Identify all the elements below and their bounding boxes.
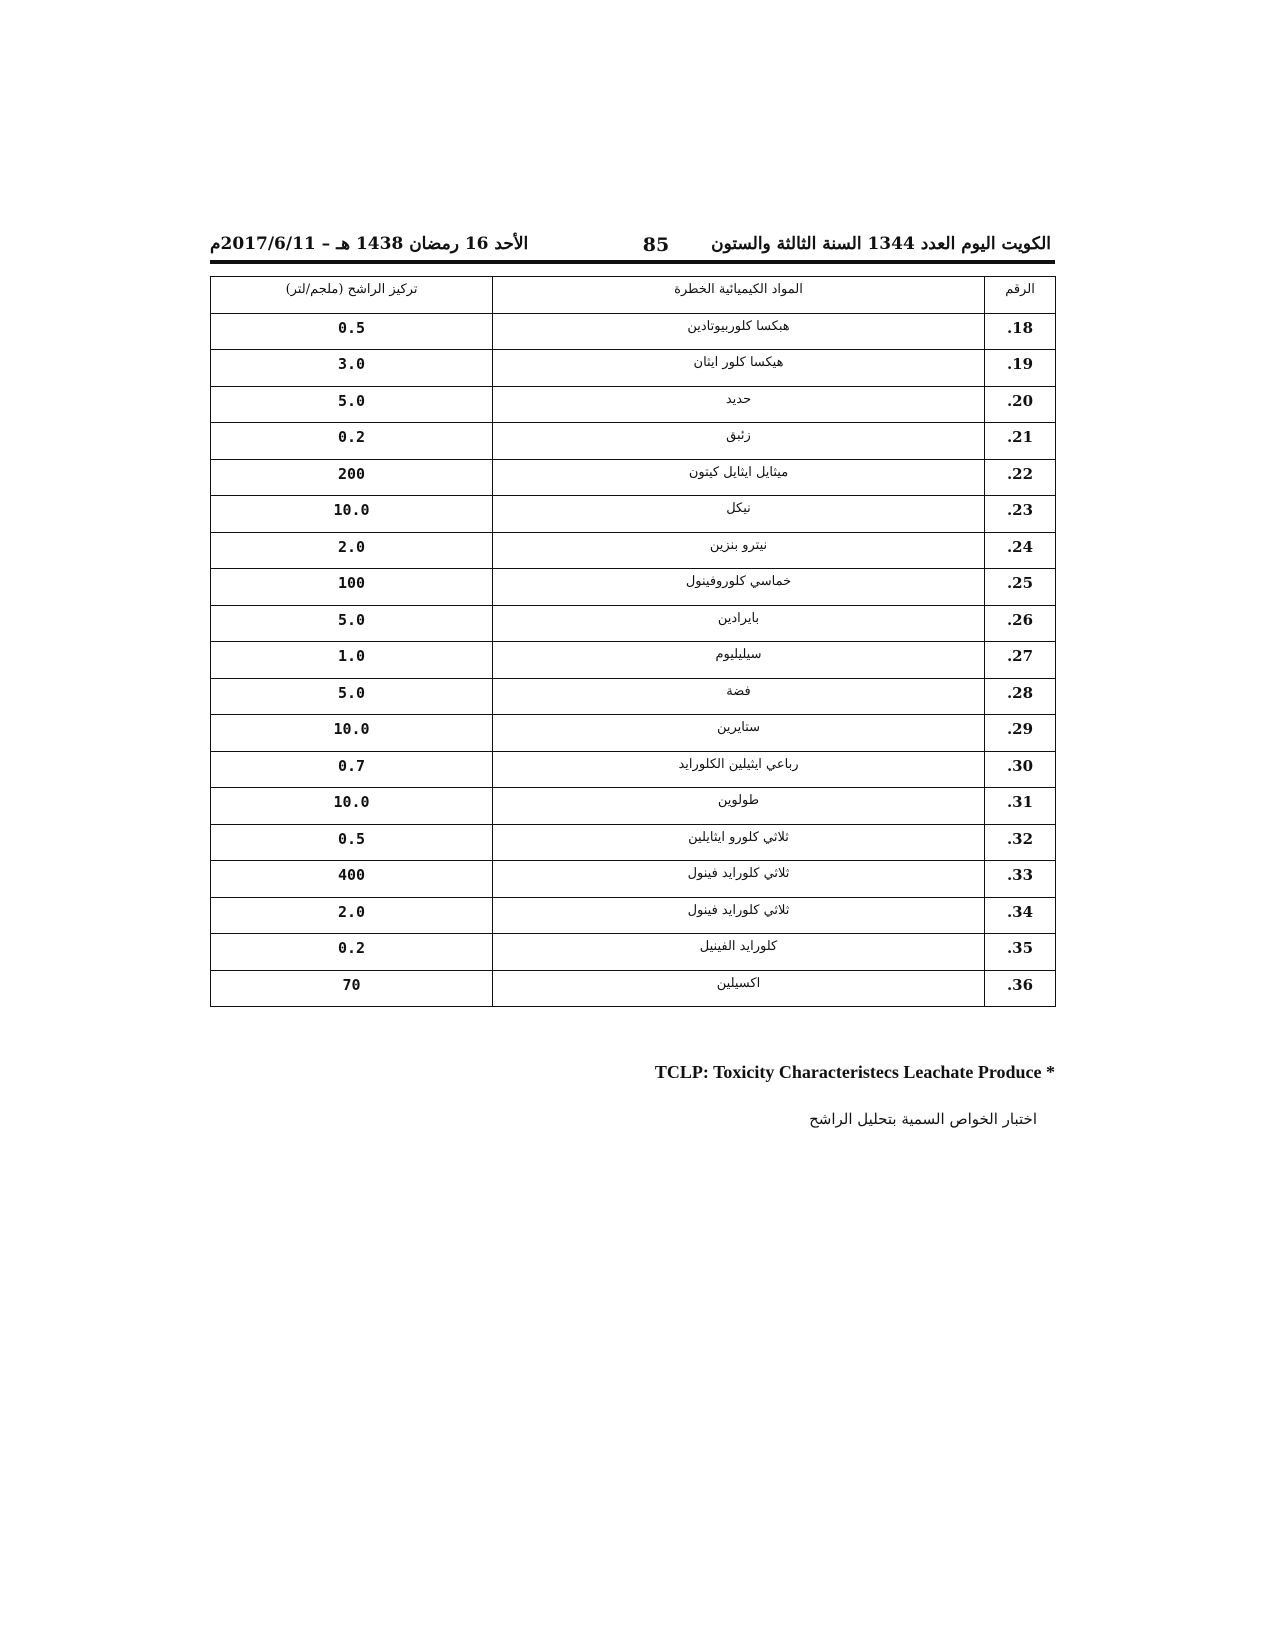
row-concentration: 10.0 (211, 496, 493, 533)
row-concentration: 200 (211, 459, 493, 496)
table-row (211, 970, 1056, 1007)
row-concentration: 0.2 (211, 934, 493, 971)
row-number: 23. (985, 496, 1056, 533)
row-number: 28. (985, 678, 1056, 715)
row-concentration: 5.0 (211, 605, 493, 642)
row-number: 29. (985, 715, 1056, 752)
row-concentration: 10.0 (211, 788, 493, 825)
col-header-number: الرقم (985, 277, 1056, 314)
page-header (210, 230, 1055, 264)
row-number: 34. (985, 897, 1056, 934)
row-number: 32. (985, 824, 1056, 861)
row-concentration: 5.0 (211, 386, 493, 423)
row-number: 35. (985, 934, 1056, 971)
row-concentration: 10.0 (211, 715, 493, 752)
row-concentration: 0.5 (211, 824, 493, 861)
row-number: 24. (985, 532, 1056, 569)
table-row (211, 605, 1056, 642)
table-body (211, 313, 1056, 1007)
row-substance: حديد (493, 386, 985, 423)
row-number: 22. (985, 459, 1056, 496)
row-concentration: 1.0 (211, 642, 493, 679)
row-substance: هبكسا كلوربيوتادين (493, 313, 985, 350)
table-row (211, 934, 1056, 971)
row-concentration: 2.0 (211, 532, 493, 569)
table-row (211, 861, 1056, 898)
table-row (211, 313, 1056, 350)
row-concentration: 100 (211, 569, 493, 606)
page-number: 85 (642, 234, 670, 256)
row-substance: ثلاثي كلورو ايثايلين (493, 824, 985, 861)
row-number: 30. (985, 751, 1056, 788)
row-number: 36. (985, 970, 1056, 1007)
row-substance: هيكسا كلور ايثان (493, 350, 985, 387)
row-substance: ثلاثي كلورايد فينول (493, 861, 985, 898)
footnote-arabic: اختبار الخواص السمية بتحليل الراشح (809, 1110, 1037, 1128)
table-row (211, 751, 1056, 788)
row-number: 21. (985, 423, 1056, 460)
col-header-substance: المواد الكيميائية الخطرة (493, 277, 985, 314)
table-row (211, 496, 1056, 533)
row-number: 26. (985, 605, 1056, 642)
row-concentration: 2.0 (211, 897, 493, 934)
table-row (211, 642, 1056, 679)
table-header-row (211, 277, 1056, 314)
col-header-concentration: تركيز الراشح (ملجم/لتر) (211, 277, 493, 314)
row-substance: كلورايد الفينيل (493, 934, 985, 971)
table-row (211, 824, 1056, 861)
hazardous-chemicals-table (210, 276, 1056, 1007)
row-substance: ميثايل ايثايل كيتون (493, 459, 985, 496)
row-substance: سيليليوم (493, 642, 985, 679)
table-row (211, 715, 1056, 752)
row-concentration: 0.5 (211, 313, 493, 350)
row-substance: طولوين (493, 788, 985, 825)
header-publication-info: الكويت اليوم العدد 1344 السنة الثالثة والستون (711, 234, 1051, 254)
row-substance: ستايرين (493, 715, 985, 752)
table-row (211, 678, 1056, 715)
table-row (211, 350, 1056, 387)
table-row (211, 386, 1056, 423)
table-row (211, 897, 1056, 934)
row-substance: زئبق (493, 423, 985, 460)
row-number: 18. (985, 313, 1056, 350)
row-concentration: 5.0 (211, 678, 493, 715)
header-date: الأحد 16 رمضان 1438 هـ – 2017/6/11م (210, 234, 529, 254)
row-substance: نيكل (493, 496, 985, 533)
table-row (211, 532, 1056, 569)
row-concentration: 3.0 (211, 350, 493, 387)
row-substance: ثلاثي كلورايد فينول (493, 897, 985, 934)
row-substance: نيترو بنزين (493, 532, 985, 569)
table-row (211, 423, 1056, 460)
table-row (211, 459, 1056, 496)
table-row (211, 569, 1056, 606)
row-concentration: 0.2 (211, 423, 493, 460)
row-substance: خماسي كلوروفينول (493, 569, 985, 606)
footnote-english: TCLP: Toxicity Characteristecs Leachate Produce * (654, 1062, 1055, 1082)
row-substance: فضة (493, 678, 985, 715)
row-number: 31. (985, 788, 1056, 825)
row-concentration: 0.7 (211, 751, 493, 788)
row-number: 25. (985, 569, 1056, 606)
row-number: 33. (985, 861, 1056, 898)
row-concentration: 400 (211, 861, 493, 898)
row-substance: بايرادين (493, 605, 985, 642)
row-substance: رباعي ايثيلين الكلورايد (493, 751, 985, 788)
row-number: 27. (985, 642, 1056, 679)
row-substance: اكسيلين (493, 970, 985, 1007)
row-concentration: 70 (211, 970, 493, 1007)
table-row (211, 788, 1056, 825)
row-number: 20. (985, 386, 1056, 423)
row-number: 19. (985, 350, 1056, 387)
